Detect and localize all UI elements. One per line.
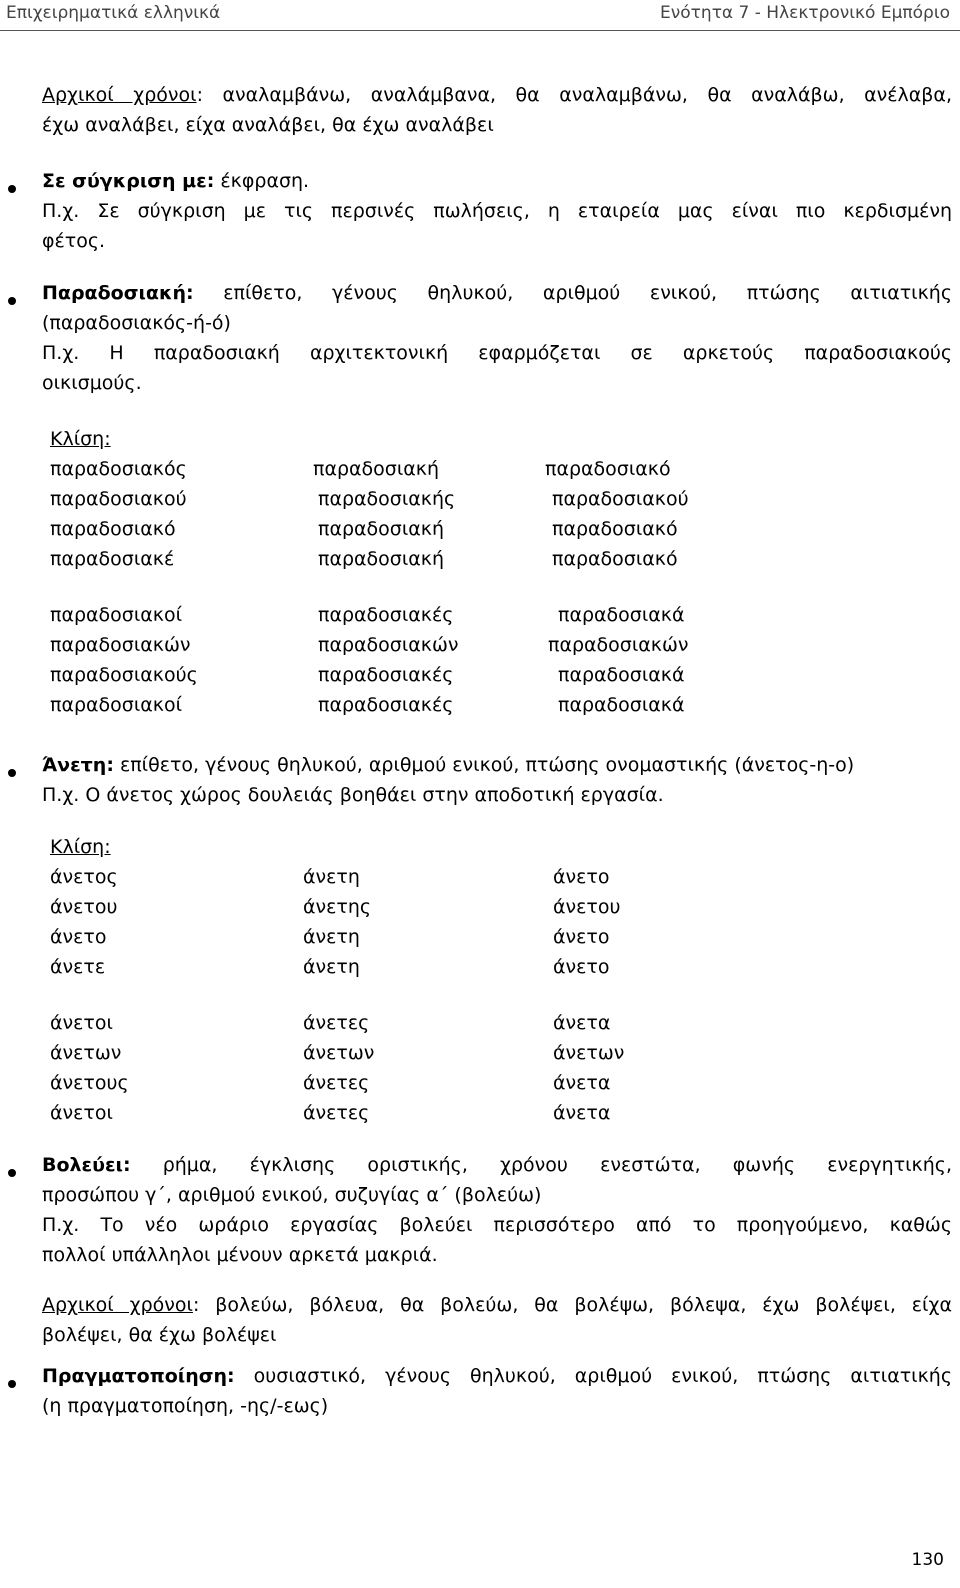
declension-cell: άνετη: [303, 956, 360, 978]
tenses-text-line2: έχω αναλάβει, είχα αναλάβει, θα έχω αναλάβει: [42, 114, 494, 136]
entry-term: Παραδοσιακή:: [42, 282, 194, 304]
entry-description: έκφραση.: [214, 170, 310, 192]
declension-cell: άνετοι: [50, 1102, 113, 1124]
bullet-icon: [8, 769, 16, 777]
declension-row: [50, 454, 770, 484]
declension-cell: άνετες: [303, 1072, 370, 1094]
declension-row: [50, 690, 770, 720]
entry-pragmatopoiisi: [42, 1361, 952, 1421]
entry-description-line2: προσώπου γ΄, αριθμού ενικού, συζυγίας α΄ (βολεύω): [42, 1184, 542, 1206]
declension-cell: παραδοσιακών: [548, 634, 689, 656]
declension-cell: παραδοσιακό: [552, 548, 678, 570]
entry-aneti: [42, 750, 952, 810]
bullet-icon: [8, 1380, 16, 1388]
declension-cell: παραδοσιακό: [50, 518, 176, 540]
declension-cell: παραδοσιακέ: [50, 548, 175, 570]
declension-row: [50, 514, 770, 544]
entry-description-line1: ρήμα, έγκλισης οριστικής, χρόνου ενεστώτα, φωνής ενεργητικής,: [130, 1154, 952, 1176]
page-number: 130: [911, 1550, 944, 1570]
declension-cell: άνετα: [553, 1102, 611, 1124]
entry-example-line2: φέτος.: [42, 230, 106, 252]
tenses-label: Αρχικοί χρόνοι: [42, 84, 197, 106]
entry-term: Βολεύει:: [42, 1154, 131, 1176]
entry-term: Άνετη:: [42, 754, 114, 776]
declension-cell: άνετες: [303, 1012, 370, 1034]
declension-table-paradosiaki-plural: [50, 600, 770, 720]
declension-label-text: Κλίση:: [50, 428, 111, 450]
declension-cell: παραδοσιακές: [318, 604, 454, 626]
entry-example: Π.χ. Ο άνετος χώρος δουλειάς βοηθάει στην αποδοτική εργασία.: [42, 784, 664, 806]
declension-label: [50, 424, 250, 454]
declension-row: [50, 862, 650, 892]
declension-cell: παραδοσιακού: [50, 488, 187, 510]
header-right-title: Ενότητα 7 - Ηλεκτρονικό Εμπόριο: [660, 3, 950, 23]
declension-cell: άνετοι: [50, 1012, 113, 1034]
declension-cell: άνετο: [553, 866, 610, 888]
declension-table-aneti-singular: [50, 862, 650, 982]
declension-cell: άνετης: [303, 896, 372, 918]
tenses-paragraph-voleuo: [42, 1290, 952, 1350]
declension-cell: παραδοσιακούς: [50, 664, 198, 686]
header-left-title: Επιχειρηματικά ελληνικά: [6, 3, 221, 23]
declension-cell: άνετη: [303, 866, 360, 888]
entry-example-line1: Π.χ. Το νέο ωράριο εργασίας βολεύει περισσότερο από το προηγούμενο, καθώς: [42, 1214, 952, 1236]
tenses-text-line2: βολέψει, θα έχω βολέψει: [42, 1324, 277, 1346]
declension-cell: παραδοσιακού: [552, 488, 689, 510]
declension-label: [50, 832, 250, 862]
declension-cell: παραδοσιακά: [558, 694, 685, 716]
entry-description-line1: επίθετο, γένους θηλυκού, αριθμού ενικού, πτώσης αιτιατικής: [193, 282, 952, 304]
page-header: [0, 0, 960, 31]
tenses-text-line1: : βολεύω, βόλευα, θα βολεύω, θα βολέψω, βόλεψα, έχω βολέψει, είχα: [192, 1294, 952, 1316]
declension-table-aneti-plural: [50, 1008, 650, 1128]
declension-cell: παραδοσιακοί: [50, 694, 183, 716]
declension-row: [50, 660, 770, 690]
declension-row: [50, 630, 770, 660]
declension-cell: παραδοσιακή: [318, 518, 445, 540]
declension-cell: παραδοσιακών: [318, 634, 459, 656]
declension-cell: παραδοσιακής: [318, 488, 456, 510]
declension-cell: παραδοσιακό: [545, 458, 671, 480]
declension-cell: άνετου: [553, 896, 621, 918]
declension-cell: άνετο: [553, 956, 610, 978]
declension-cell: παραδοσιακός: [50, 458, 187, 480]
declension-cell: παραδοσιακά: [558, 664, 685, 686]
declension-cell: άνετες: [303, 1102, 370, 1124]
declension-row: [50, 892, 650, 922]
declension-cell: παραδοσιακοί: [50, 604, 183, 626]
declension-row: [50, 952, 650, 982]
tenses-text-line1: : αναλαμβάνω, αναλάμβανα, θα αναλαμβάνω, θα αναλάβω, ανέλαβα,: [196, 84, 952, 106]
entry-voleuei: [42, 1150, 952, 1270]
entry-term: Σε σύγκριση με:: [42, 170, 215, 192]
declension-cell: άνετους: [50, 1072, 129, 1094]
declension-cell: άνετος: [50, 866, 118, 888]
declension-row: [50, 922, 650, 952]
declension-cell: άνετα: [553, 1072, 611, 1094]
declension-cell: παραδοσιακή: [318, 548, 445, 570]
declension-cell: παραδοσιακών: [50, 634, 191, 656]
entry-example-line1: Π.χ. Σε σύγκριση με τις περσινές πωλήσεις, η εταιρεία μας είναι πιο κερδισμένη: [42, 200, 952, 222]
declension-row: [50, 484, 770, 514]
bullet-icon: [8, 185, 16, 193]
tenses-paragraph-analamvano: [42, 80, 952, 140]
bullet-icon: [8, 1169, 16, 1177]
declension-cell: άνετο: [50, 926, 107, 948]
declension-cell: παραδοσιακά: [558, 604, 685, 626]
entry-example-line1: Π.χ. Η παραδοσιακή αρχιτεκτονική εφαρμόζεται σε αρκετούς παραδοσιακούς: [42, 342, 952, 364]
tenses-label: Αρχικοί χρόνοι: [42, 1294, 193, 1316]
declension-cell: παραδοσιακές: [318, 694, 454, 716]
declension-cell: άνετων: [553, 1042, 625, 1064]
declension-cell: άνετων: [303, 1042, 375, 1064]
declension-label-text: Κλίση:: [50, 836, 111, 858]
entry-paradosiaki: [42, 278, 952, 398]
declension-cell: άνετε: [50, 956, 106, 978]
declension-table-paradosiaki-singular: [50, 454, 770, 574]
declension-row: [50, 544, 770, 574]
declension-row: [50, 1098, 650, 1128]
declension-row: [50, 1038, 650, 1068]
declension-cell: παραδοσιακή: [313, 458, 440, 480]
entry-term: Πραγματοποίηση:: [42, 1365, 235, 1387]
entry-description-line2: (παραδοσιακός-ή-ό): [42, 312, 231, 334]
entry-sygkrisi: [42, 166, 952, 256]
declension-cell: παραδοσιακό: [552, 518, 678, 540]
entry-description: επίθετο, γένους θηλυκού, αριθμού ενικού, πτώσης ονομαστικής (άνετος-η-ο): [113, 754, 855, 776]
entry-example-line2: οικισμούς.: [42, 372, 142, 394]
declension-row: [50, 1068, 650, 1098]
declension-cell: άνετου: [50, 896, 118, 918]
declension-cell: άνετο: [553, 926, 610, 948]
declension-cell: άνετα: [553, 1012, 611, 1034]
declension-cell: άνετων: [50, 1042, 122, 1064]
declension-row: [50, 1008, 650, 1038]
entry-description-line2: (η πραγματοποίηση, -ης/-εως): [42, 1395, 329, 1417]
entry-description-line1: ουσιαστικό, γένους θηλυκού, αριθμού ενικού, πτώσης αιτιατικής: [234, 1365, 952, 1387]
declension-cell: άνετη: [303, 926, 360, 948]
bullet-icon: [8, 297, 16, 305]
declension-row: [50, 600, 770, 630]
entry-example-line2: πολλοί υπάλληλοι μένουν αρκετά μακριά.: [42, 1244, 438, 1266]
declension-cell: παραδοσιακές: [318, 664, 454, 686]
